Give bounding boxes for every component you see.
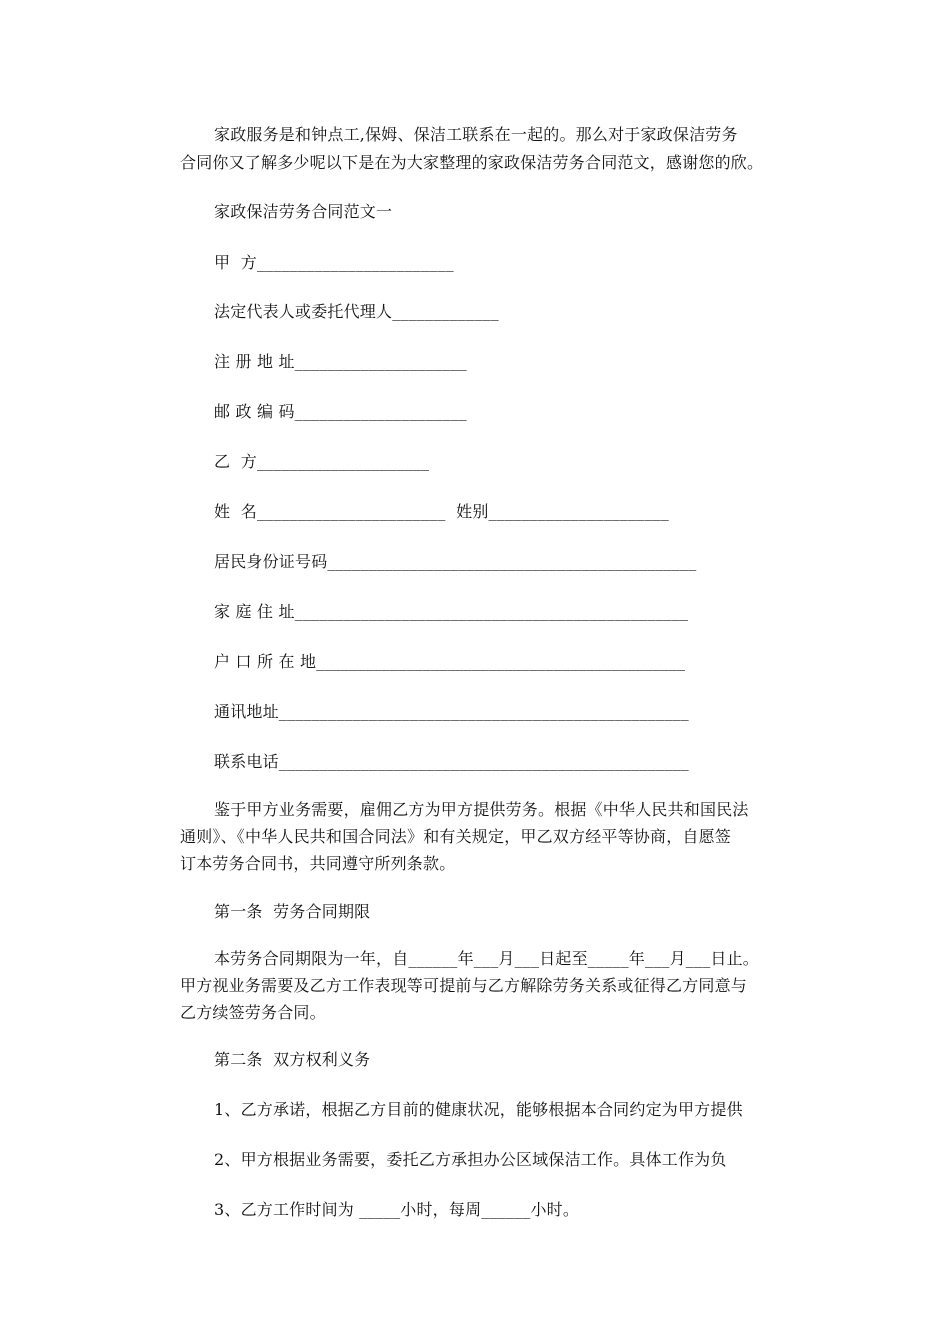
preamble-line-2: 通则》、《中华人民共和国合同法》和有关规定，甲乙双方经平等协商，自愿签 (180, 827, 732, 846)
field-mail-address: 通讯地址__________________________________________________ (214, 702, 689, 721)
article-2-title: 第二条 双方权利义务 (214, 1050, 371, 1069)
intro-line-2: 合同你又了解多少呢以下是在为大家整理的家政保洁劳务合同范文，感谢您的欣。 (180, 153, 764, 172)
field-party-a: 甲 方________________________ (214, 253, 454, 272)
field-party-b: 乙 方_____________________ (214, 452, 430, 471)
article-1-title: 第一条 劳务合同期限 (214, 902, 371, 921)
preamble-line-3: 订本劳务合同书，共同遵守所列条款。 (180, 854, 456, 873)
preamble-line-1: 鉴于甲方业务需要，雇佣乙方为甲方提供劳务。根据《中华人民共和国民法 (214, 800, 749, 819)
field-home-address: 家 庭 住 址________________________________________________ (214, 602, 689, 621)
field-representative: 法定代表人或委托代理人_____________ (214, 302, 499, 321)
article-2-item-3: 3、乙方工作时间为 _____小时，每周______小时。 (214, 1200, 580, 1219)
field-phone: 联系电话__________________________________________________ (214, 752, 689, 771)
article-1-line-2: 甲方视业务需要及乙方工作表现等可提前与乙方解除劳务关系或征得乙方同意与 (180, 976, 748, 995)
field-hukou: 户 口 所 在 地_____________________________________________ (214, 652, 686, 671)
field-id-number: 居民身份证号码_____________________________________________ (214, 552, 697, 571)
article-2-item-1: 1、乙方承诺，根据乙方目前的健康状况，能够根据本合同约定为甲方提供 (214, 1100, 743, 1119)
contract-heading: 家政保洁劳务合同范文一 (214, 202, 393, 221)
article-1-line-3: 乙方续签劳务合同。 (180, 1003, 326, 1022)
field-name-gender: 姓 名_______________________ 姓别______________________ (214, 502, 669, 521)
article-2-item-2: 2、甲方根据业务需要，委托乙方承担办公区域保洁工作。具体工作为负 (214, 1150, 727, 1169)
field-postal-code: 邮 政 编 码_____________________ (214, 402, 467, 421)
article-1-line-1: 本劳务合同期限为一年，自______年___月___日起至_____年___月___日止。 (214, 949, 760, 968)
field-registered-address: 注 册 地 址_____________________ (214, 352, 467, 371)
intro-line-1: 家政服务是和钟点工,保姆、保洁工联系在一起的。那么对于家政保洁劳务 (214, 125, 738, 144)
